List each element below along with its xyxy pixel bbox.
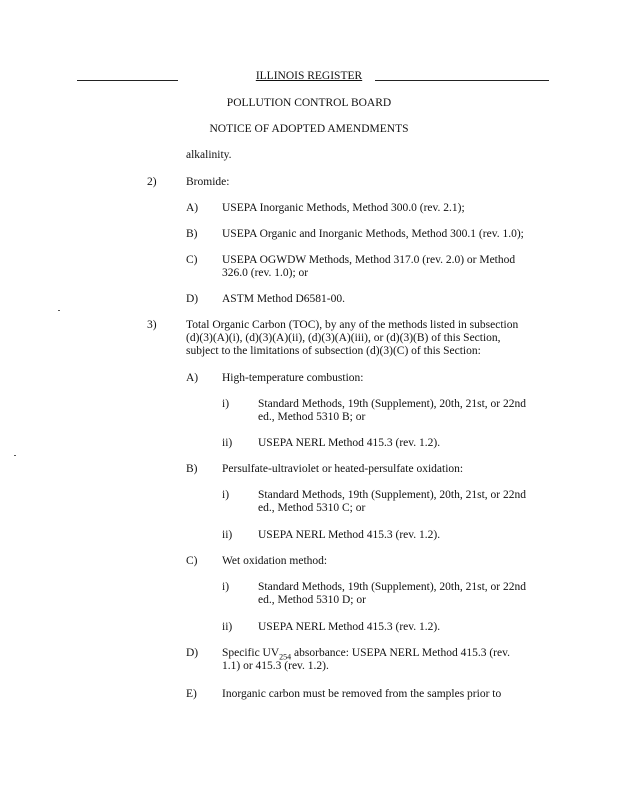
continuation-text: alkalinity. <box>186 149 232 161</box>
item-3d-text-after: absorbance: USEPA NERL Method 415.3 (rev. <box>291 647 510 659</box>
item-3c-ii-label: ii) <box>222 621 233 633</box>
item-3a-text: High-temperature combustion: <box>222 372 364 384</box>
item-3c-label: C) <box>186 555 198 567</box>
item-2c-text-line1: USEPA OGWDW Methods, Method 317.0 (rev. 2.0) or Method <box>222 254 516 266</box>
item-3b-text: Persulfate-ultraviolet or heated-persulfate oxidation: <box>222 463 464 475</box>
item-2b-label: B) <box>186 228 198 240</box>
item-3a-i-line2: ed., Method 5310 B; or <box>258 411 366 423</box>
item-3c-ii-text: USEPA NERL Method 415.3 (rev. 1.2). <box>258 621 441 633</box>
item-3b-i-line2: ed., Method 5310 C; or <box>258 502 366 514</box>
notice-title: NOTICE OF ADOPTED AMENDMENTS <box>209 123 409 135</box>
item-3d-text-line2: 1.1) or 415.3 (rev. 1.2). <box>222 660 329 672</box>
item-3-text-line2: (d)(3)(A)(i), (d)(3)(A)(ii), (d)(3)(A)(iii), or (d)(3)(B) of this Section, <box>186 332 501 344</box>
board-title: POLLUTION CONTROL BOARD <box>226 97 392 109</box>
item-2a-label: A) <box>186 202 199 214</box>
item-3-text-line3: subject to the limitations of subsection (d)(3)(C) of this Section: <box>186 345 481 357</box>
item-3e-text: Inorganic carbon must be removed from the samples prior to <box>222 688 502 700</box>
item-3c-i-label: i) <box>222 581 230 593</box>
item-2-text: Bromide: <box>186 176 230 188</box>
item-3-text-line1: Total Organic Carbon (TOC), by any of the methods listed in subsection <box>186 319 519 331</box>
scan-speck <box>14 455 16 456</box>
item-3d-subscript: 254 <box>279 652 292 662</box>
item-3c-i-line2: ed., Method 5310 D; or <box>258 594 366 606</box>
scan-speck <box>58 310 60 311</box>
item-3a-ii-text: USEPA NERL Method 415.3 (rev. 1.2). <box>258 437 441 449</box>
item-2b-text: USEPA Organic and Inorganic Methods, Method 300.1 (rev. 1.0); <box>222 228 524 240</box>
item-3b-ii-label: ii) <box>222 529 233 541</box>
item-3e-label: E) <box>186 688 197 700</box>
item-3d-text-before: Specific UV <box>222 647 280 659</box>
item-3a-ii-label: ii) <box>222 437 233 449</box>
item-3d-label: D) <box>186 647 199 659</box>
item-3c-i-line1: Standard Methods, 19th (Supplement), 20th, 21st, or 22nd <box>258 581 526 593</box>
item-3a-label: A) <box>186 372 199 384</box>
item-2c-label: C) <box>186 254 198 266</box>
item-3a-i-line1: Standard Methods, 19th (Supplement), 20th, 21st, or 22nd <box>258 398 526 410</box>
item-2-label: 2) <box>147 176 157 188</box>
item-2a-text: USEPA Inorganic Methods, Method 300.0 (rev. 2.1); <box>222 202 465 214</box>
item-3a-i-label: i) <box>222 398 230 410</box>
register-title: ILLINOIS REGISTER <box>255 70 363 82</box>
item-3-label: 3) <box>147 319 157 331</box>
item-3b-i-label: i) <box>222 489 230 501</box>
item-2c-text-line2: 326.0 (rev. 1.0); or <box>222 267 309 279</box>
item-3b-ii-text: USEPA NERL Method 415.3 (rev. 1.2). <box>258 529 441 541</box>
item-3c-text: Wet oxidation method: <box>222 555 328 567</box>
item-2d-text: ASTM Method D6581-00. <box>222 293 345 305</box>
item-3b-i-line1: Standard Methods, 19th (Supplement), 20th, 21st, or 22nd <box>258 489 526 501</box>
item-2d-label: D) <box>186 293 199 305</box>
item-3b-label: B) <box>186 463 198 475</box>
